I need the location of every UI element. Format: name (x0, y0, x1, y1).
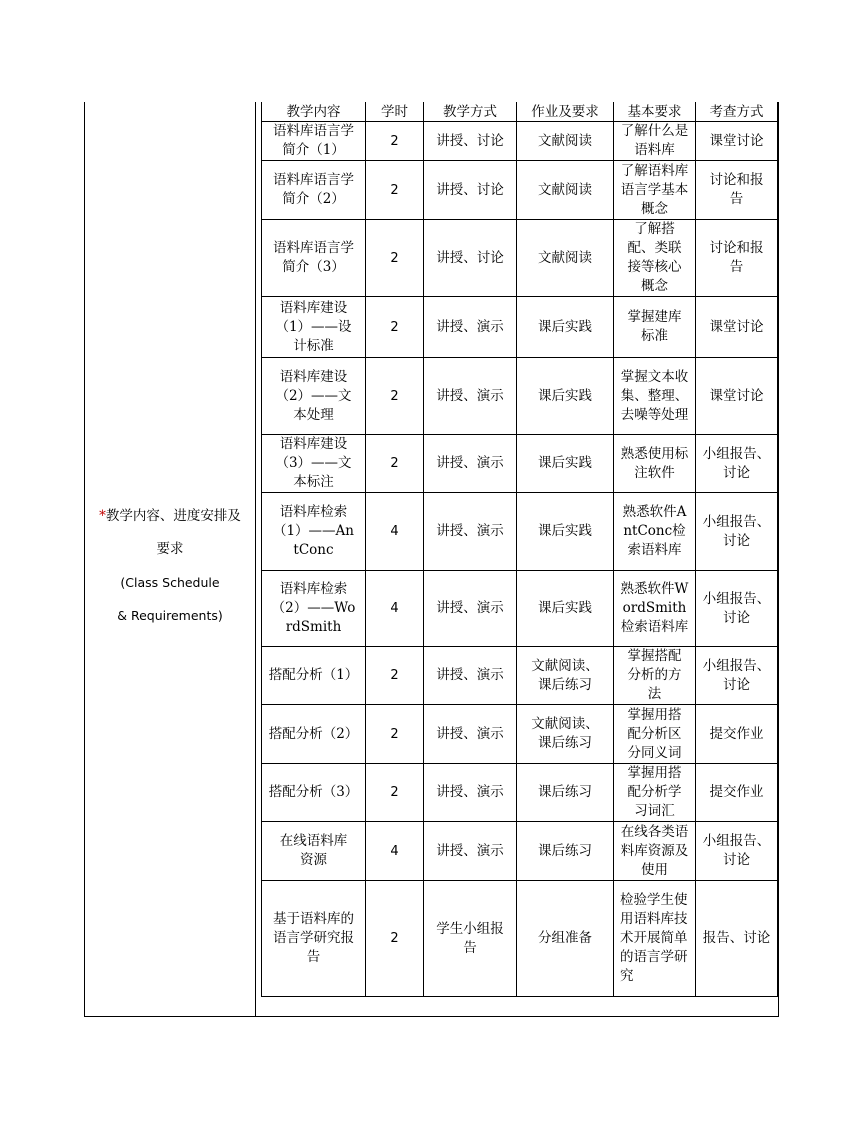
cell-requirement: 熟悉软件AntConc检索语料库 (614, 493, 696, 571)
table-row (262, 822, 778, 881)
cell-content: 语料库检索（1）——AntConc (262, 493, 366, 571)
table-row (262, 493, 778, 571)
table-row (262, 297, 778, 358)
cell-hours: 2 (366, 435, 424, 493)
cell-requirement: 掌握用搭配分析学习词汇 (614, 764, 696, 822)
cell-method: 讲授、演示 (424, 822, 517, 881)
cell-assessment: 讨论和报告 (696, 161, 778, 220)
table-row (262, 358, 778, 435)
cell-content: 语料库语言学简介（3） (262, 220, 366, 297)
table-row (262, 122, 778, 161)
header-requirement: 基本要求 (614, 102, 696, 122)
cell-hours: 4 (366, 571, 424, 647)
table-row (262, 161, 778, 220)
cell-method: 讲授、演示 (424, 571, 517, 647)
cell-content: 语料库语言学简介（2） (262, 161, 366, 220)
cell-content: 搭配分析（2） (262, 705, 366, 764)
cell-method: 讲授、演示 (424, 764, 517, 822)
section-label (85, 500, 255, 632)
cell-content: 语料库检索（2）——WordSmith (262, 571, 366, 647)
cell-requirement: 了解什么是语料库 (614, 122, 696, 161)
section-label-line2: 要求 (156, 541, 184, 557)
cell-assessment: 提交作业 (696, 705, 778, 764)
cell-requirement: 了解搭配、类联接等核心概念 (614, 220, 696, 297)
cell-requirement: 掌握文本收集、整理、去噪等处理 (614, 358, 696, 435)
cell-content: 语料库建设（3）——文本标注 (262, 435, 366, 493)
cell-homework: 课后实践 (517, 297, 614, 358)
cell-hours: 2 (366, 881, 424, 997)
cell-hours: 2 (366, 358, 424, 435)
cell-assessment: 课堂讨论 (696, 297, 778, 358)
cell-homework: 分组准备 (517, 881, 614, 997)
cell-hours: 2 (366, 705, 424, 764)
cell-homework: 文献阅读 (517, 220, 614, 297)
cell-hours: 2 (366, 161, 424, 220)
table-row (262, 647, 778, 705)
cell-content: 基于语料库的语言学研究报告 (262, 881, 366, 997)
table-row (262, 220, 778, 297)
cell-assessment: 小组报告、讨论 (696, 493, 778, 571)
cell-requirement: 熟悉使用标注软件 (614, 435, 696, 493)
column-divider (255, 102, 256, 1017)
table-row (262, 435, 778, 493)
cell-homework: 文献阅读 (517, 161, 614, 220)
cell-hours: 4 (366, 493, 424, 571)
cell-hours: 2 (366, 297, 424, 358)
cell-method: 讲授、演示 (424, 647, 517, 705)
cell-assessment: 小组报告、讨论 (696, 822, 778, 881)
cell-method: 讲授、讨论 (424, 220, 517, 297)
cell-assessment: 小组报告、讨论 (696, 435, 778, 493)
cell-assessment: 讨论和报告 (696, 220, 778, 297)
header-content: 教学内容 (262, 102, 366, 122)
cell-method: 讲授、讨论 (424, 122, 517, 161)
cell-assessment: 小组报告、讨论 (696, 571, 778, 647)
cell-method: 讲授、演示 (424, 705, 517, 764)
cell-content: 搭配分析（1） (262, 647, 366, 705)
cell-content: 语料库建设（1）——设计标准 (262, 297, 366, 358)
cell-homework: 课后实践 (517, 571, 614, 647)
table-row (262, 705, 778, 764)
cell-method: 讲授、演示 (424, 435, 517, 493)
cell-method: 学生小组报告 (424, 881, 517, 997)
cell-content: 语料库语言学简介（1） (262, 122, 366, 161)
schedule-table (261, 102, 778, 997)
header-homework: 作业及要求 (517, 102, 614, 122)
cell-method: 讲授、演示 (424, 297, 517, 358)
cell-method: 讲授、演示 (424, 358, 517, 435)
cell-homework: 课后实践 (517, 493, 614, 571)
cell-requirement: 检验学生使用语料库技术开展简单的语言学研究 (614, 881, 696, 997)
cell-requirement: 熟悉软件WordSmith检索语料库 (614, 571, 696, 647)
header-hours: 学时 (366, 102, 424, 122)
cell-hours: 2 (366, 647, 424, 705)
header-method: 教学方式 (424, 102, 517, 122)
cell-requirement: 掌握搭配分析的方法 (614, 647, 696, 705)
cell-homework: 文献阅读、课后练习 (517, 705, 614, 764)
cell-assessment: 小组报告、讨论 (696, 647, 778, 705)
cell-hours: 2 (366, 764, 424, 822)
section-label-line3: (Class Schedule (120, 575, 220, 590)
cell-assessment: 提交作业 (696, 764, 778, 822)
cell-requirement: 掌握建库标准 (614, 297, 696, 358)
cell-requirement: 在线各类语料库资源及使用 (614, 822, 696, 881)
cell-homework: 文献阅读、课后练习 (517, 647, 614, 705)
cell-assessment: 课堂讨论 (696, 358, 778, 435)
cell-content: 搭配分析（3） (262, 764, 366, 822)
table-row (262, 571, 778, 647)
cell-assessment: 课堂讨论 (696, 122, 778, 161)
table-header-row (262, 102, 778, 122)
cell-hours: 4 (366, 822, 424, 881)
cell-hours: 2 (366, 122, 424, 161)
cell-assessment: 报告、讨论 (696, 881, 778, 997)
cell-homework: 课后练习 (517, 764, 614, 822)
cell-requirement: 了解语料库语言学基本概念 (614, 161, 696, 220)
cell-content: 在线语料库资源 (262, 822, 366, 881)
section-label-line1: *教学内容、进度安排及 (99, 508, 241, 524)
table-row (262, 881, 778, 997)
section-label-line4: & Requirements) (117, 608, 223, 623)
cell-homework: 文献阅读 (517, 122, 614, 161)
cell-requirement: 掌握用搭配分析区分同义词 (614, 705, 696, 764)
cell-method: 讲授、讨论 (424, 161, 517, 220)
cell-method: 讲授、演示 (424, 493, 517, 571)
cell-hours: 2 (366, 220, 424, 297)
cell-content: 语料库建设（2）——文本处理 (262, 358, 366, 435)
table-row (262, 764, 778, 822)
cell-homework: 课后实践 (517, 435, 614, 493)
required-star: * (99, 508, 106, 524)
cell-homework: 课后实践 (517, 358, 614, 435)
cell-homework: 课后练习 (517, 822, 614, 881)
header-assessment: 考查方式 (696, 102, 778, 122)
